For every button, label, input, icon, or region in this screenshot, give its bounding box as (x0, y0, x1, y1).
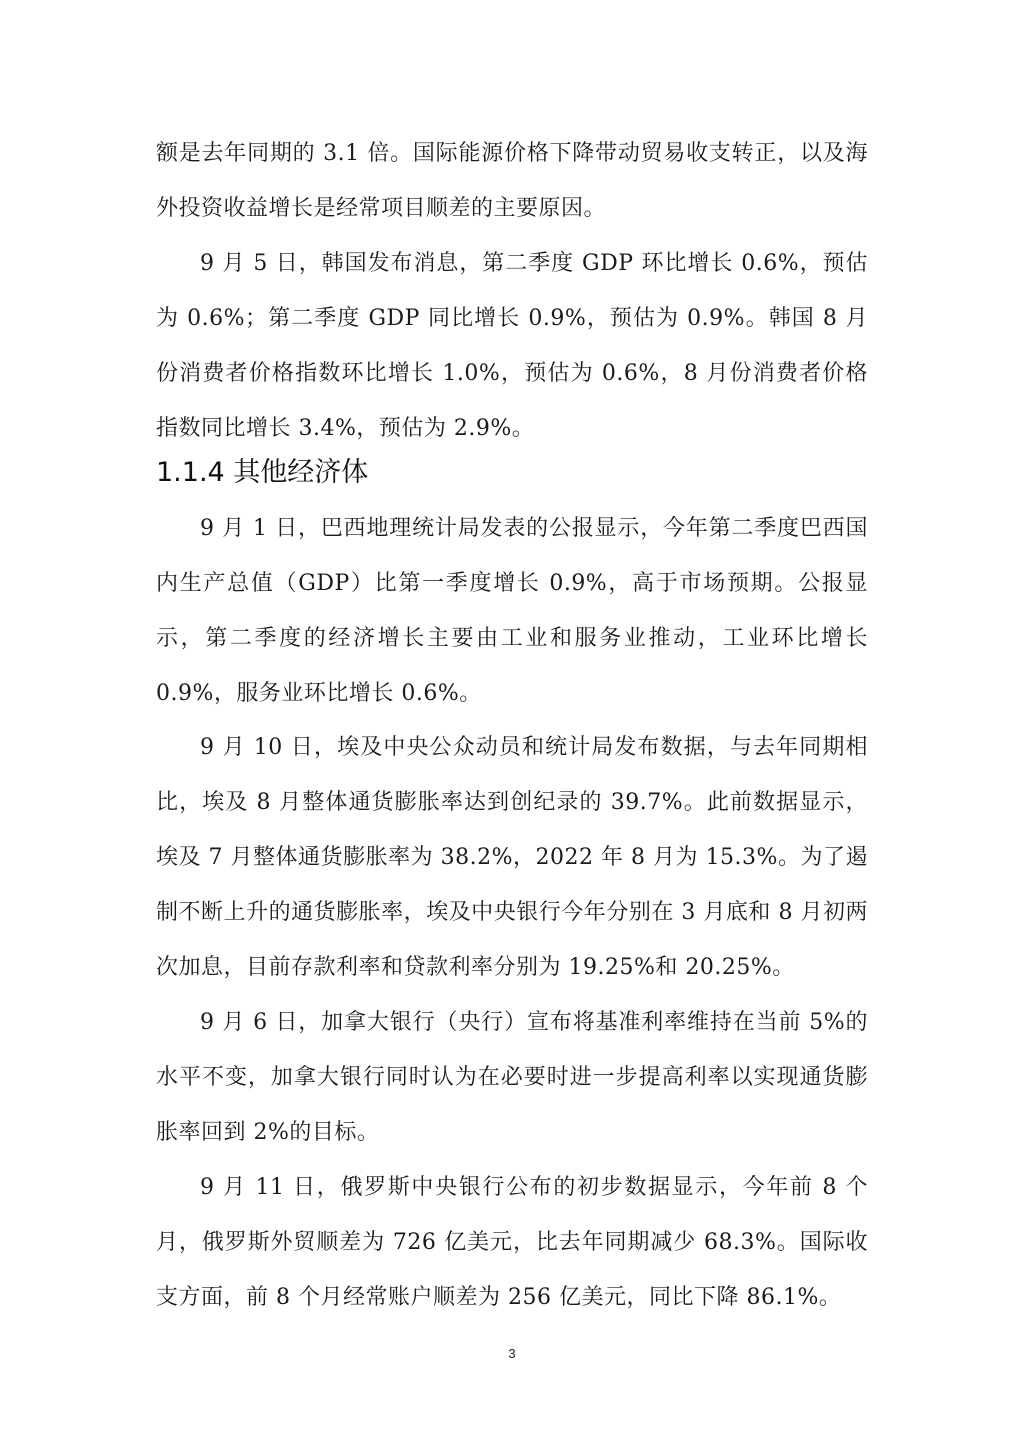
paragraph-continuation: 额是去年同期的 3.1 倍。国际能源价格下降带动贸易收支转正，以及海外投资收益增长是经常项目顺差的主要原因。 (156, 141, 868, 221)
paragraph-russia: 9 月 11 日，俄罗斯中央银行公布的初步数据显示，今年前 8 个月，俄罗斯外贸顺差为 726 亿美元，比去年同期减少 68.3%。国际收支方面，前 8 个月经常账户顺差为 256 亿美元，同比下降 86.1%。 (156, 1175, 868, 1310)
paragraph-egypt: 9 月 10 日，埃及中央公众动员和统计局发布数据，与去年同期相比，埃及 8 月整体通货膨胀率达到创纪录的 39.7%。此前数据显示，埃及 7 月整体通货膨胀率为 38.2%，2022 年 8 月为 15.3%。为了遏制不断上升的通货膨胀率，埃及中央银行今年分别在 3 月底和 8 月初两次加息，目前存款利率和贷款利率分别为 19.25%和 20.25%。 (156, 735, 868, 980)
paragraph-brazil: 9 月 1 日，巴西地理统计局发表的公报显示，今年第二季度巴西国内生产总值（GDP）比第一季度增长 0.9%，高于市场预期。公报显示，第二季度的经济增长主要由工业和服务业推动，工业环比增长 0.9%，服务业环比增长 0.6%。 (156, 516, 868, 706)
paragraph-korea: 9 月 5 日，韩国发布消息，第二季度 GDP 环比增长 0.6%，预估为 0.6%；第二季度 GDP 同比增长 0.9%，预估为 0.9%。韩国 8 月份消费者价格指数环比增长 1.0%，预估为 0.6%，8 月份消费者价格指数同比增长 3.4%，预估为 2.9%。 (156, 251, 868, 441)
page-number: 3 (508, 1346, 516, 1361)
paragraph-canada: 9 月 6 日，加拿大银行（央行）宣布将基准利率维持在当前 5%的水平不变，加拿大银行同时认为在必要时进一步提高利率以实现通货膨胀率回到 2%的目标。 (156, 1010, 868, 1145)
section-heading: 1.1.4 其他经济体 (156, 457, 369, 488)
